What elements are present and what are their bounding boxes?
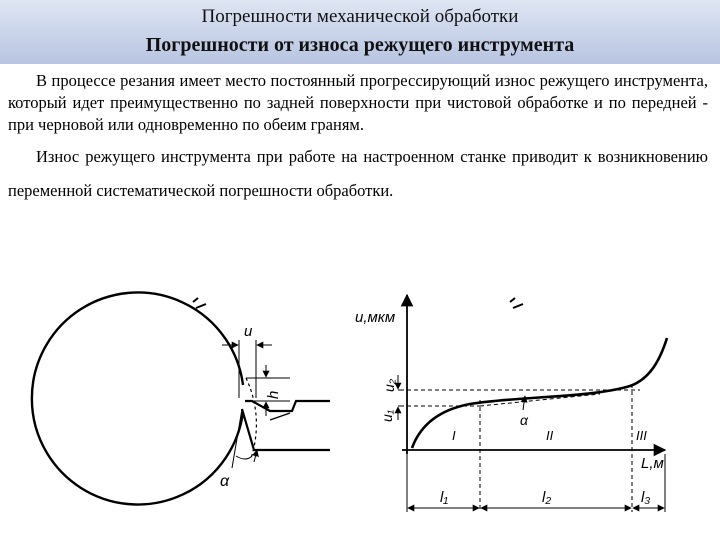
tool-wear-line [270,413,290,420]
label-h: h [265,390,282,399]
zone-label-2: II [546,428,554,443]
zone-label-1: I [452,428,456,443]
slide-header [0,0,720,64]
alpha-ref-line [232,409,242,468]
segment-label-2: l₂ [542,489,552,506]
label-alpha-a: α [220,473,230,490]
wear-curve-chart [398,295,667,512]
figure-a-partial-label [193,298,206,308]
slide-title: Погрешности механической обработки [201,6,519,27]
segment-label-3: l₃ [641,489,651,506]
label-u2: u₂ [381,378,397,392]
y-axis-label: u,мкм [355,309,396,326]
worn-surface-line [246,378,256,458]
x-axis-label: L,м [641,455,664,472]
body-text [8,70,708,208]
label-u1: u₁ [379,409,395,422]
tool-top-edge [245,401,330,411]
label-alpha-b: α [520,412,528,428]
zone-label-3: III [636,428,647,443]
wear-curve [412,338,667,448]
figure-area [0,280,720,540]
figure-b-partial-label [510,298,523,308]
alpha-arrow [254,450,257,462]
workpiece-outline [32,293,243,505]
paragraph-1: В процессе резания имеет место постоянный прогрессирующий износ режущего инструмента, который идет преимущественно по задней поверхности при чистовой обработке и по передней - при черновой или одновременно по обеим граням. [8,71,708,134]
paragraph-2: Износ режущего инструмента при работе на настроенном станке приводит к возникновению переменной систематической погрешности обработки. [8,147,708,200]
slide-subtitle: Погрешности от износа режущего инструмента [145,34,575,56]
label-u: u [244,323,253,340]
alpha-arc [236,456,252,459]
tool-wear-diagram [32,293,330,505]
segment-label-1: l₁ [440,489,449,506]
figure-svg [0,280,720,540]
